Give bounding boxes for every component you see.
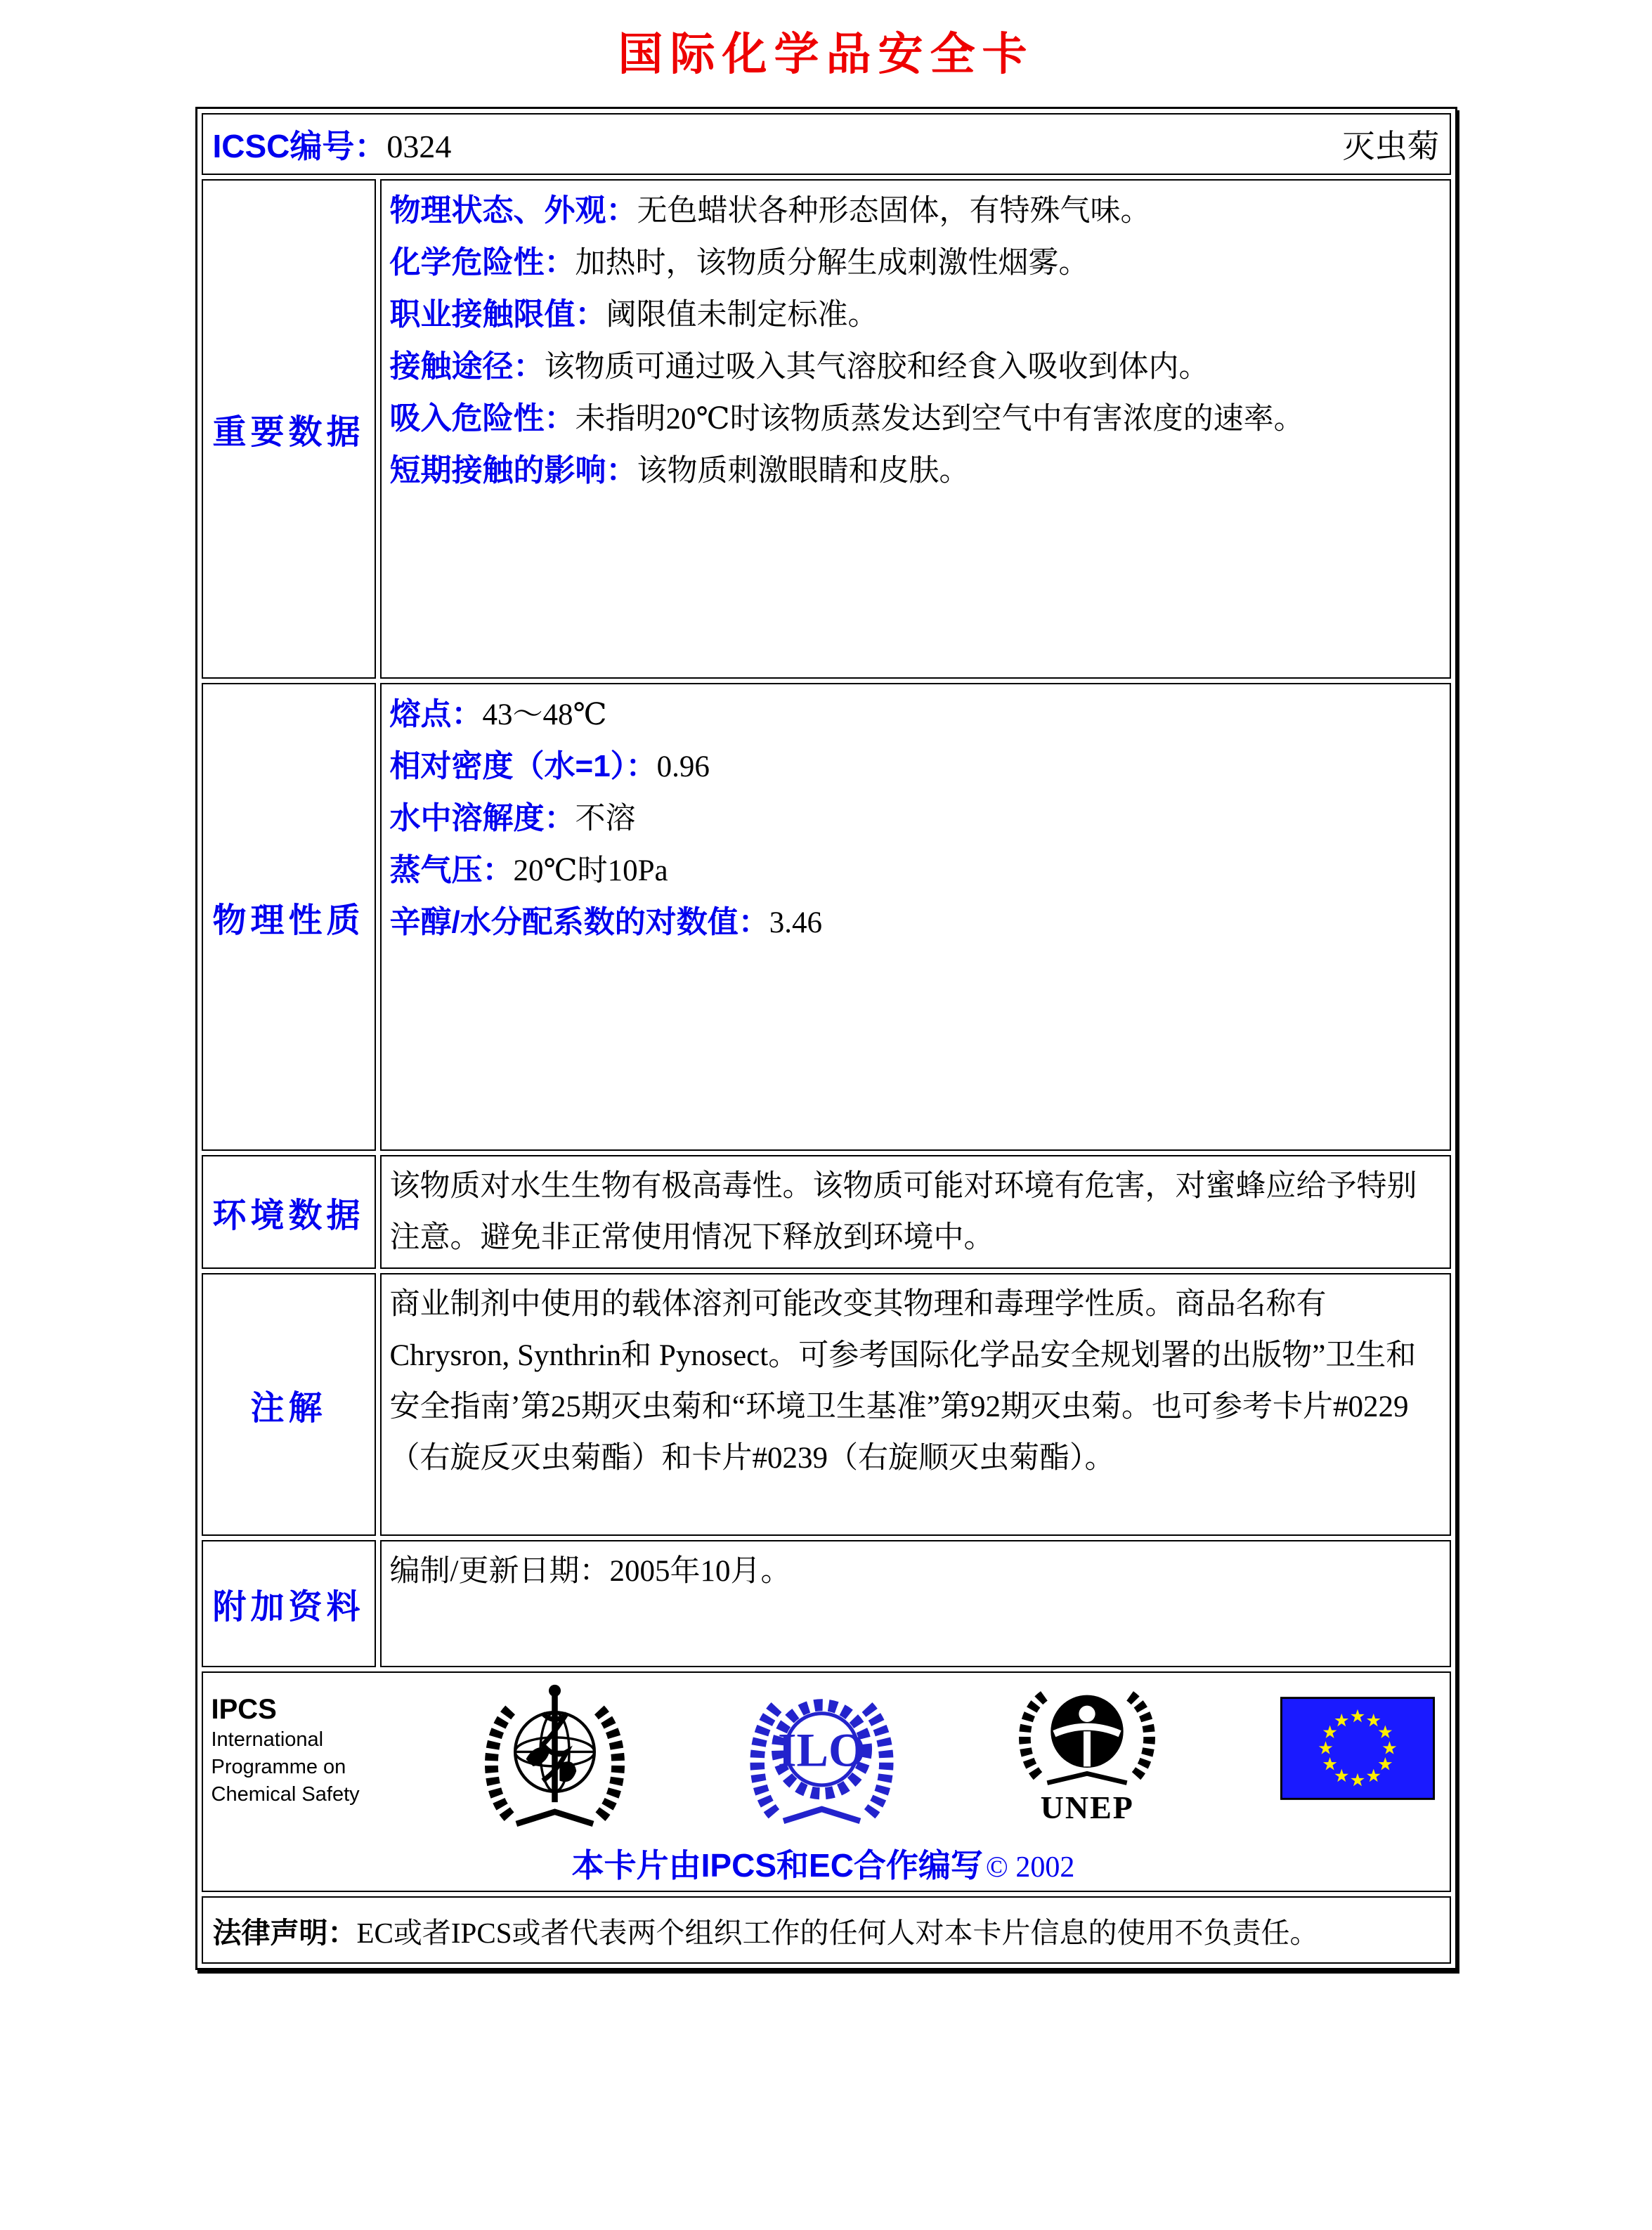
field-short-term-effects: 短期接触的影响：该物质刺激眼睛和皮肤。	[389, 453, 970, 488]
row-additional-info	[202, 1540, 1451, 1667]
icsc-table	[195, 107, 1457, 1970]
credit-text: 本卡片由IPCS和EC合作编写	[571, 1847, 983, 1884]
additional-info-text: 编制/更新日期：2005年10月。	[389, 1555, 791, 1588]
section-label-environmental-data: 环境数据	[202, 1155, 376, 1269]
eu-flag-wrap	[1280, 1697, 1435, 1800]
environmental-data-text: 该物质对水生生物有极高毒性。该物质可能对环境有危害，对蜜蜂应给予特别注意。避免非正常使用情况下释放到环境中。	[389, 1170, 1417, 1254]
row-logos	[202, 1671, 1451, 1892]
legal-text: EC或者IPCS或者代表两个组织工作的任何人对本卡片信息的使用不负责任。	[356, 1916, 1319, 1949]
row-important-data	[202, 179, 1451, 679]
icsc-number-label: ICSC编号：	[212, 128, 387, 164]
unep-logo-block	[1017, 1680, 1157, 1826]
credit-line	[212, 1840, 1436, 1886]
page-title: 国际化学品安全卡	[618, 30, 1034, 79]
field-inhalation-risk: 吸入危险性：未指明20℃时该物质蒸发达到空气中有害浓度的速率。	[389, 401, 1304, 436]
ilo-logo-icon	[750, 1680, 894, 1833]
field-occupational-limit: 职业接触限值：阈限值未制定标准。	[389, 297, 878, 332]
eu-flag-icon	[1280, 1697, 1435, 1800]
field-water-solubility: 水中溶解度：不溶	[389, 801, 636, 835]
ipcs-text-block: IPCS International Programme on Chemical Safety	[211, 1694, 360, 1806]
ipcs-title: IPCS	[211, 1694, 277, 1725]
chemical-name: 灭虫菊	[1342, 129, 1440, 164]
notes-text: 商业制剂中使用的载体溶剂可能改变其物理和毒理学性质。商品名称有Chrysron, Synthrin和 Pynosect。可参考国际化学品安全规划署的出版物”卫生和安全指南’第25期灭虫菊和“环境卫生基准”第92期灭虫菊。也可参考卡片#0229（右旋反灭虫菊酯）和卡片#0239（右旋顺灭虫菊酯）。	[389, 1288, 1417, 1475]
field-vapor-pressure: 蒸气压：20℃时10Pa	[389, 853, 668, 887]
row-physical-properties	[202, 683, 1451, 1151]
svg-text:ILO: ILO	[778, 1723, 866, 1777]
icsc-number	[213, 121, 452, 167]
legal-label: 法律声明：	[212, 1916, 357, 1949]
row-notes	[202, 1273, 1451, 1536]
field-chemical-danger: 化学危险性：加热时，该物质分解生成刺激性烟雾。	[389, 245, 1089, 280]
field-physical-state: 物理状态、外观：无色蜡状各种形态固体，有特殊气味。	[389, 193, 1151, 228]
row-environmental-data	[202, 1155, 1451, 1269]
section-label-notes: 注解	[202, 1273, 376, 1536]
icsc-number-value: 0324	[386, 129, 452, 164]
row-legal	[202, 1896, 1451, 1964]
field-relative-density: 相对密度（水=1）：0.96	[389, 749, 710, 783]
unep-logo-icon	[1017, 1680, 1157, 1789]
unep-label: UNEP	[1040, 1789, 1134, 1825]
field-exposure-routes: 接触途径：该物质可通过吸入其气溶胶和经食入吸收到体内。	[389, 349, 1209, 384]
copyright-year: © 2002	[985, 1851, 1075, 1884]
field-octanol-water-coefficient: 辛醇/水分配系数的对数值：3.46	[389, 905, 822, 939]
field-melting-point: 熔点：43～48℃	[389, 697, 607, 731]
section-label-physical-properties: 物理性质	[202, 683, 376, 1151]
who-logo-icon	[483, 1680, 627, 1836]
header-row	[202, 113, 1451, 175]
section-label-additional-info: 附加资料	[202, 1540, 376, 1667]
section-label-important-data: 重要数据	[202, 179, 376, 679]
